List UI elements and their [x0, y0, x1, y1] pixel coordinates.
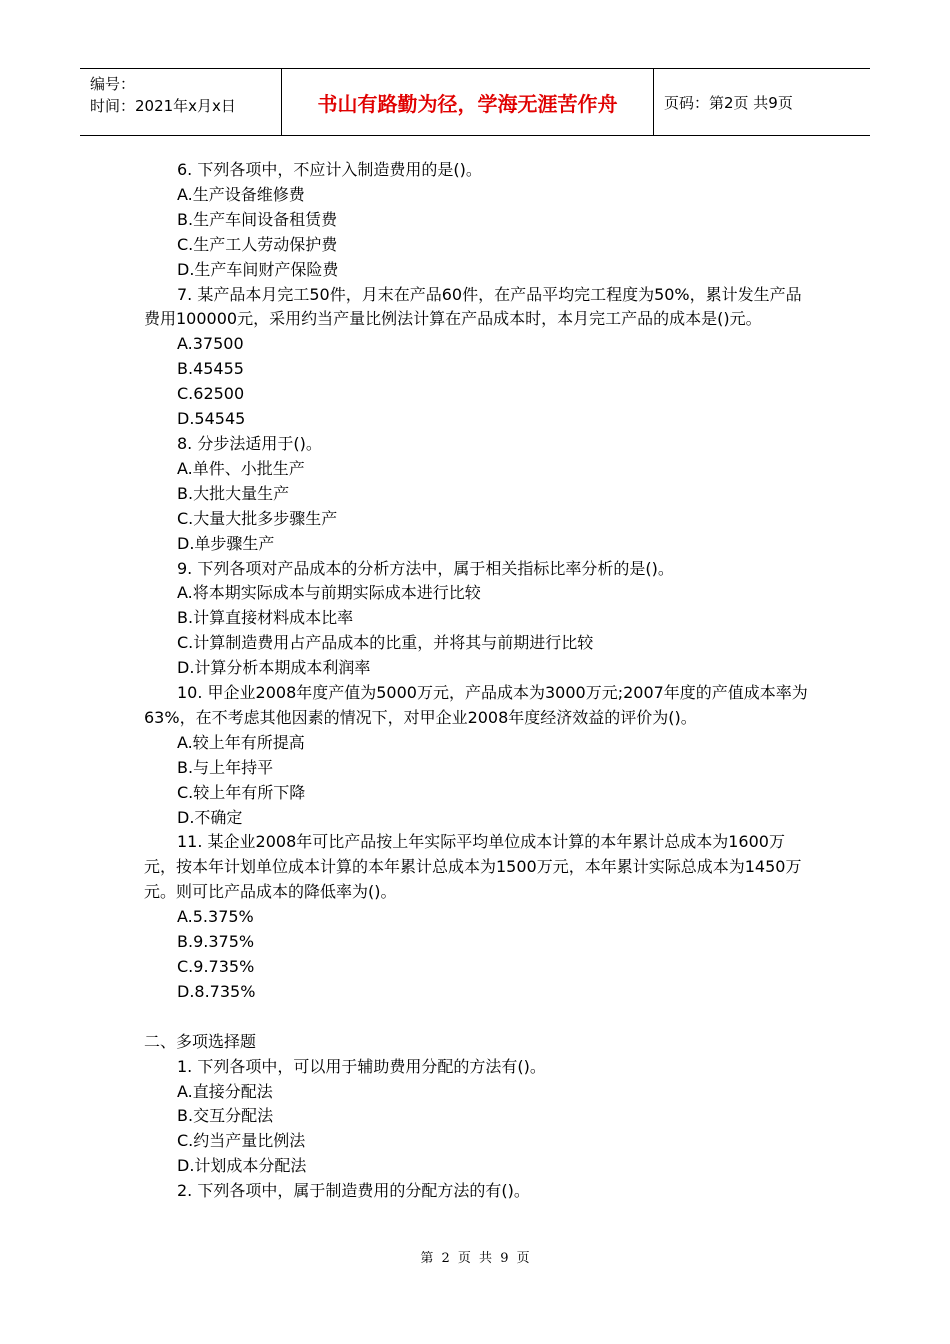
option-b: B.大批大量生产: [177, 483, 290, 503]
option-c: C.9.735%: [177, 957, 255, 976]
question-stem: 6. 下列各项中，不应计入制造费用的是()。: [177, 160, 482, 179]
option-b: B.与上年持平: [177, 757, 274, 777]
header-motto: 书山有路勤为径，学海无涯苦作舟: [317, 91, 618, 116]
document-number-label: 编号：: [90, 75, 136, 93]
section-title-multiple-choice: 二、多项选择题: [144, 1031, 257, 1051]
question-stem: 2. 下列各项中，属于制造费用的分配方法的有()。: [177, 1181, 530, 1201]
option-c: C.约当产量比例法: [177, 1131, 306, 1151]
document-body: [144, 158, 814, 1204]
header-meta: [80, 69, 282, 135]
option-c: C.62500: [177, 384, 245, 404]
question-8: [144, 432, 814, 557]
option-b: B.45455: [177, 359, 244, 379]
question-stem: 10. 甲企业2008年度产值为5000万元，产品成本为3000万元;2007年度的产值成本率为63%，在不考虑其他因素的情况下，对甲企业2008年度经济效益的评价为()。: [144, 683, 808, 727]
question-7: [144, 283, 814, 432]
option-a: A.较上年有所提高: [177, 732, 305, 752]
option-a: A.将本期实际成本与前期实际成本进行比较: [177, 583, 481, 603]
option-a: A.5.375%: [177, 907, 254, 927]
question-10: [144, 681, 814, 830]
option-a: A.37500: [177, 334, 244, 354]
page-header: [80, 68, 870, 136]
option-b: B.9.375%: [177, 932, 255, 952]
multi-question-1: [144, 1055, 814, 1180]
page-footer: 第 2 页 共 9 页: [420, 1251, 530, 1266]
question-stem: 1. 下列各项中，可以用于辅助费用分配的方法有()。: [177, 1056, 546, 1076]
option-d: D.生产车间财产保险费: [177, 259, 339, 279]
option-b: B.生产车间设备租赁费: [177, 209, 338, 229]
question-9: [144, 557, 814, 682]
option-d: D.计划成本分配法: [177, 1156, 307, 1176]
option-b: B.交互分配法: [177, 1106, 274, 1126]
multi-question-2: [144, 1179, 814, 1204]
question-stem: 8. 分步法适用于()。: [177, 433, 322, 453]
header-page-number: 页码：第2页 共9页: [664, 93, 793, 112]
option-c: C.大量大批多步骤生产: [177, 508, 338, 528]
document-date: 时间：2021年x月x日: [90, 97, 236, 115]
option-a: A.单件、小批生产: [177, 458, 305, 478]
question-stem: 9. 下列各项对产品成本的分析方法中，属于相关指标比率分析的是()。: [177, 558, 674, 578]
option-c: C.生产工人劳动保护费: [177, 234, 338, 254]
option-b: B.计算直接材料成本比率: [177, 608, 354, 628]
option-d: D.不确定: [177, 807, 243, 827]
option-d: D.8.735%: [177, 981, 256, 1001]
option-c: C.计算制造费用占产品成本的比重，并将其与前期进行比较: [177, 633, 594, 653]
option-d: D.54545: [177, 409, 246, 429]
option-a: A.直接分配法: [177, 1081, 273, 1101]
header-motto-cell: [282, 69, 654, 135]
option-a: A.生产设备维修费: [177, 184, 305, 204]
question-stem: 7. 某产品本月完工50件，月末在产品60件，在产品平均完工程度为50%，累计发生产品费用100000元，采用约当产量比例法计算在产品成本时，本月完工产品的成本是()元。: [144, 284, 802, 329]
option-d: D.单步骤生产: [177, 533, 275, 553]
header-page-cell: [654, 69, 870, 135]
option-c: C.较上年有所下降: [177, 782, 306, 802]
option-d: D.计算分析本期成本利润率: [177, 658, 371, 678]
question-11: [144, 830, 814, 1004]
question-stem: 11. 某企业2008年可比产品按上年实际平均单位成本计算的本年累计总成本为1600万元，按本年计划单位成本计算的本年累计总成本为1500万元，本年累计实际总成本为1450万元。则可比产品成本的降低率为()。: [144, 832, 802, 902]
question-6: [144, 158, 814, 283]
